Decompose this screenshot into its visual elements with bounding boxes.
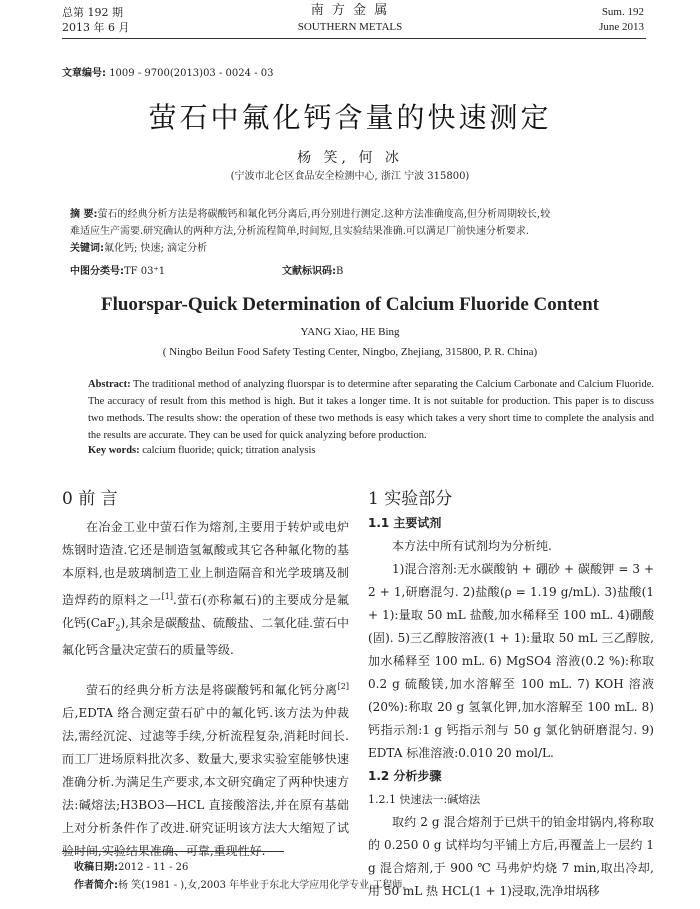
header-date-en: June 2013 — [599, 21, 644, 33]
citation-1: [1] — [161, 592, 173, 601]
section0-p2b-text: 后,EDTA 络合测定萤石矿中的氟化钙.该方法为仲裁法,需经沉淀、过滤等手续,分析流程复杂,消耗时间长.而工厂进场原料批次多、数量大,要求实验室能够快速准确分析.为满足生产要求,本文研究确定了两种快速方法:碱熔法;H3BO3—HCL 直接酸溶法,并在原有基础上对分析条件作了改进.研究证明该方法大大缩短了试验时间,实验结果准确、可靠,重现性好. — [62, 706, 349, 859]
abstract-zh-label: 摘 要: — [70, 209, 98, 220]
doc-code-label: 文献标识码: — [282, 266, 336, 277]
section0-p2a-text: 萤石的经典分析方法是将碳酸钙和氟化钙分离 — [86, 683, 338, 698]
title-en: Fluorspar-Quick Determination of Calcium Fluoride Content — [100, 294, 599, 315]
subsection-1-1-heading: 1.1 主要试剂 — [368, 516, 442, 530]
article-number — [62, 64, 273, 79]
citation-2: [2] — [337, 682, 349, 692]
title-zh: 萤石中氟化钙含量的快速测定 — [148, 101, 552, 134]
article-number-label: 文章编号: — [62, 68, 106, 79]
author-bio — [74, 876, 406, 891]
section0-paragraph-2 — [62, 675, 349, 863]
section1-heading: 1 实验部分 — [368, 489, 453, 509]
keywords-zh-value: 氟化钙; 快速; 滴定分析 — [104, 243, 208, 254]
received-label: 收稿日期: — [74, 862, 118, 873]
keywords-zh-label: 关键词: — [70, 243, 104, 254]
article-number-value: 1009 - 9700(2013)03 - 0024 - 03 — [109, 68, 274, 79]
abstract-en-label: Abstract: — [88, 379, 131, 390]
section0-p1c-text: ),其余是碳酸盐、硫酸盐、二氧化硅.萤石中氟化钙含量决定萤石的质量等级. — [62, 616, 349, 658]
section0-p1-text: 在冶金工业中萤石作为熔剂,主要用于转炉或电炉炼钢时造渣.它还是制造氢氟酸或其它各种氟化物的基本原料,也是玻璃制造工业上制造隔音和光学玻璃及制造焊药的原料之一 — [62, 520, 349, 607]
section0-paragraph-1 — [62, 516, 349, 662]
procedure-text: 取约 2 g 混合熔剂于已烘干的铂金坩锅内,将称取的 0.250 0 g 试样均匀平铺上方后,再覆盖上一层约 1 g 混合熔剂,于 900 ℃ 马弗炉灼烧 7 min,取出冷却,用 50 mL 热 HCL(1 + 1)浸取,洗净坩埚移 — [368, 815, 654, 898]
doc-code-row — [282, 262, 343, 277]
header-rule — [62, 38, 646, 39]
author-bio-label: 作者简介: — [74, 880, 118, 891]
header-issue-en: Sum. 192 — [601, 6, 644, 18]
section0-heading: 0 前 言 — [62, 489, 118, 509]
section1-body — [368, 512, 654, 903]
clc-value: TF 03⁺1 — [124, 266, 166, 277]
section0-body — [62, 516, 349, 863]
author-bio-value: 杨 笑(1981 - ),女,2003 年毕业于东北大学应用化学专业,工程师. — [118, 880, 406, 891]
header-journal-zh: 南 方 金 属 — [310, 3, 390, 18]
subsection-1-2-1-heading: 1.2.1 快速法一:碱熔法 — [368, 793, 481, 806]
abstract-zh-line2: 难适应生产需要.研究确认的两种方法,分析流程简单,时间短,且实验结果准确.可以满足厂前快速分析要求. — [70, 226, 530, 237]
abstract-zh-line1: 萤石的经典分析方法是将碳酸钙和氟化钙分离后,再分别进行测定.这种方法准确度高,但分析周期较长,较 — [97, 209, 551, 220]
header-issue-zh: 总第 192 期 — [62, 6, 123, 19]
doc-code-value: B — [336, 266, 344, 277]
received-value: 2012 - 11 - 26 — [118, 862, 189, 873]
header-journal-en: SOUTHERN METALS — [297, 21, 403, 33]
keywords-en-label: Key words: — [88, 445, 140, 456]
header-date-zh: 2013 年 6 月 — [62, 21, 130, 34]
received-date — [74, 858, 188, 873]
clc-label: 中图分类号: — [70, 266, 124, 277]
footnote-rule — [62, 851, 284, 852]
subscript-2: 2 — [115, 623, 121, 633]
abstract-zh — [70, 206, 648, 257]
subsection-1-2-heading: 1.2 分析步骤 — [368, 769, 442, 783]
section0-p1b-text: .萤石(亦称氟石)的主要成分是氟化钙(CaF — [62, 593, 349, 630]
subsection-1-1-intro: 本方法中所有试剂均为分析纯. — [392, 539, 552, 553]
abstract-en-text: The traditional method of analyzing fluorspar is to determine after separating the Calcium Carbonate and Calcium Fluoride. The accuracy of result from this method is high. But it takes a longer time. It is not suitable for production. This paper is to discuss two methods. The results show: the operation of these two methods is easy which takes a very short time to complete the analysis and the results are accurate. They can be used for quick analyzing before production. — [88, 379, 654, 441]
affiliation-en: ( Ningbo Beilun Food Safety Testing Center, Ningbo, Zhejiang, 315800, P. R. China) — [162, 346, 538, 358]
keywords-en — [88, 445, 654, 456]
clc-row — [70, 262, 165, 277]
authors-en: YANG Xiao, HE Bing — [300, 326, 400, 338]
reagent-list: 1)混合溶剂:无水碳酸钠 + 硼砂 + 碳酸钾 = 3 + 2 + 1,研磨混匀. 2)盐酸(ρ = 1.19 g/mL). 3)盐酸(1 + 1):量取 50 mL 盐酸,加水稀释至 100 mL. 4)硼酸(固). 5)三乙醇胺溶液(1 + 1):量取 50 mL 三乙醇胺,加水稀释至 100 mL. 6) MgSO4 溶液(0.2 %):称取 0.2 g 硫酸镁,加水溶解至 100 mL. 7) KOH 溶液(20%):称取 20 g 氢氧化钾,加水溶解至 100 mL. 8)钙指示剂:1 g 钙指示剂与 50 g 氯化钠研磨混匀. 9) EDTA 标准溶液:0.010 20 mol/L. — [368, 562, 654, 760]
authors-zh: 杨 笑, 何 冰 — [297, 150, 403, 166]
keywords-en-value: calcium fluoride; quick; titration analysis — [142, 445, 316, 456]
abstract-en — [88, 376, 654, 444]
affiliation-zh: (宁波市北仑区食品安全检测中心, 浙江 宁波 315800) — [230, 171, 470, 182]
